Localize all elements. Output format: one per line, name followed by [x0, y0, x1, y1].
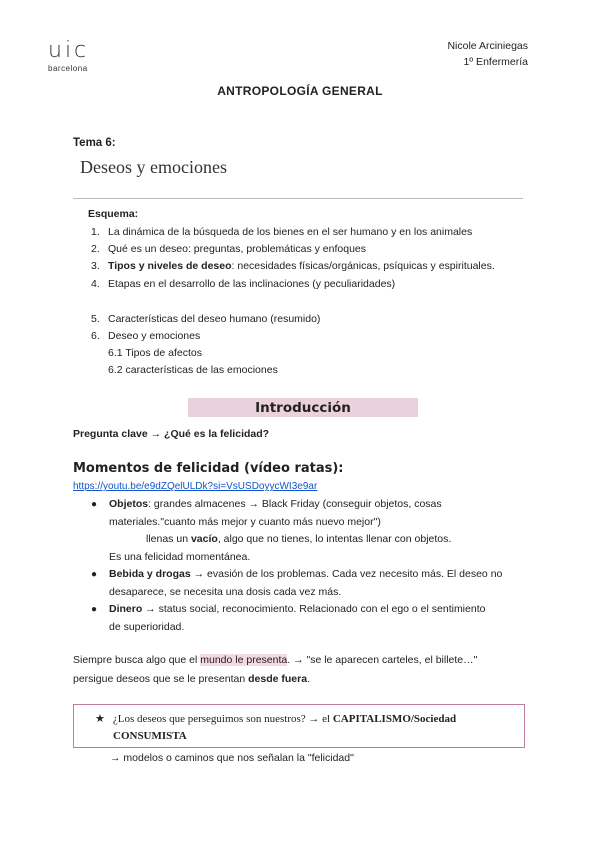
- bullet-list: ● Objetos: grandes almacenes → Black Friday (conseguir objetos, cosas materiales."cuanto más mejor y cuanto más nuevo mejor") llenas un vacío, algo que no tienes, lo intentas llenar con objetos. Es una felicidad momentánea. ● Bebida y drogas → evasión de los problemas. Cada vez necesito más. El deseo no desaparece, se necesita una dosis cada vez más. ● Dinero → status social, reconocimiento. Relacionado con el ego o el sentimiento de superioridad.: [91, 496, 531, 636]
- logo-mark: uic: [48, 38, 90, 63]
- key-question: Pregunta clave → ¿Qué es la felicidad?: [73, 428, 270, 440]
- paragraph-world: Siempre busca algo que el mundo le presenta. → "se le aparecen carteles, el billete…" persigue deseos que se le presentan desde fuera.: [73, 654, 478, 685]
- author-course: 1º Enfermería: [463, 56, 528, 68]
- document-title: ANTROPOLOGÍA GENERAL: [217, 84, 383, 98]
- outline-list: [91, 224, 495, 380]
- outline-item: 2. Qué es un deseo: preguntas, problemáticas y enfoques: [91, 243, 366, 256]
- topic-number: Tema 6:: [73, 137, 116, 149]
- outline-item: 4. Etapas en el desarrollo de las inclinaciones (y peculiaridades): [91, 277, 396, 290]
- bullet-dot-icon: ●: [91, 499, 98, 510]
- horizontal-rule: [73, 198, 523, 199]
- bullet-dot-icon: ●: [91, 569, 98, 580]
- bullet-dinero: ● Dinero → status social, reconocimiento. Relacionado con el ego o el sentimiento: [91, 601, 531, 619]
- callout-text: ★ ¿Los deseos que perseguimos son nuestros? → el CAPITALISMO/Sociedad CONSUMISTA: [95, 712, 457, 742]
- section-heading-momentos: Momentos de felicidad (vídeo ratas):: [73, 461, 344, 476]
- outline-subitem: 6.2 características de las emociones: [108, 364, 278, 377]
- logo-subtitle: barcelona: [48, 64, 88, 73]
- bullet-objetos: ● Objetos: grandes almacenes → Black Friday (conseguir objetos, cosas: [91, 496, 531, 514]
- uic-logo: [48, 40, 108, 73]
- outline-item: 5. Características del deseo humano (resumido): [91, 312, 321, 325]
- outline-item: 6. Deseo y emociones: [91, 330, 201, 343]
- topic-title: Deseos y emociones: [80, 157, 227, 177]
- video-link[interactable]: https://youtu.be/e9dZQelULDk?si=VsUSDoyycWI3e9ar: [73, 481, 318, 492]
- author-block: [447, 38, 528, 70]
- models-note: → modelos o caminos que nos señalan la "felicidad": [110, 752, 354, 764]
- outline-label: Esquema:: [88, 208, 139, 220]
- bullet-dot-icon: ●: [91, 604, 98, 615]
- section-heading-introduccion: Introducción: [188, 398, 418, 417]
- highlight: mundo le presenta: [200, 654, 288, 666]
- bullet-bebida: ● Bebida y drogas → evasión de los problemas. Cada vez necesito más. El deseo no: [91, 566, 531, 584]
- outline-subitem: 6.1 Tipos de afectos: [108, 347, 202, 360]
- star-icon: ★: [95, 712, 105, 725]
- outline-item: 3. Tipos y niveles de deseo: necesidades físicas/orgánicas, psíquicas y espirituales.: [91, 260, 495, 273]
- author-name: Nicole Arciniegas: [447, 40, 528, 52]
- outline-item: 1. La dinámica de la búsqueda de los bienes en el ser humano y en los animales: [91, 226, 473, 238]
